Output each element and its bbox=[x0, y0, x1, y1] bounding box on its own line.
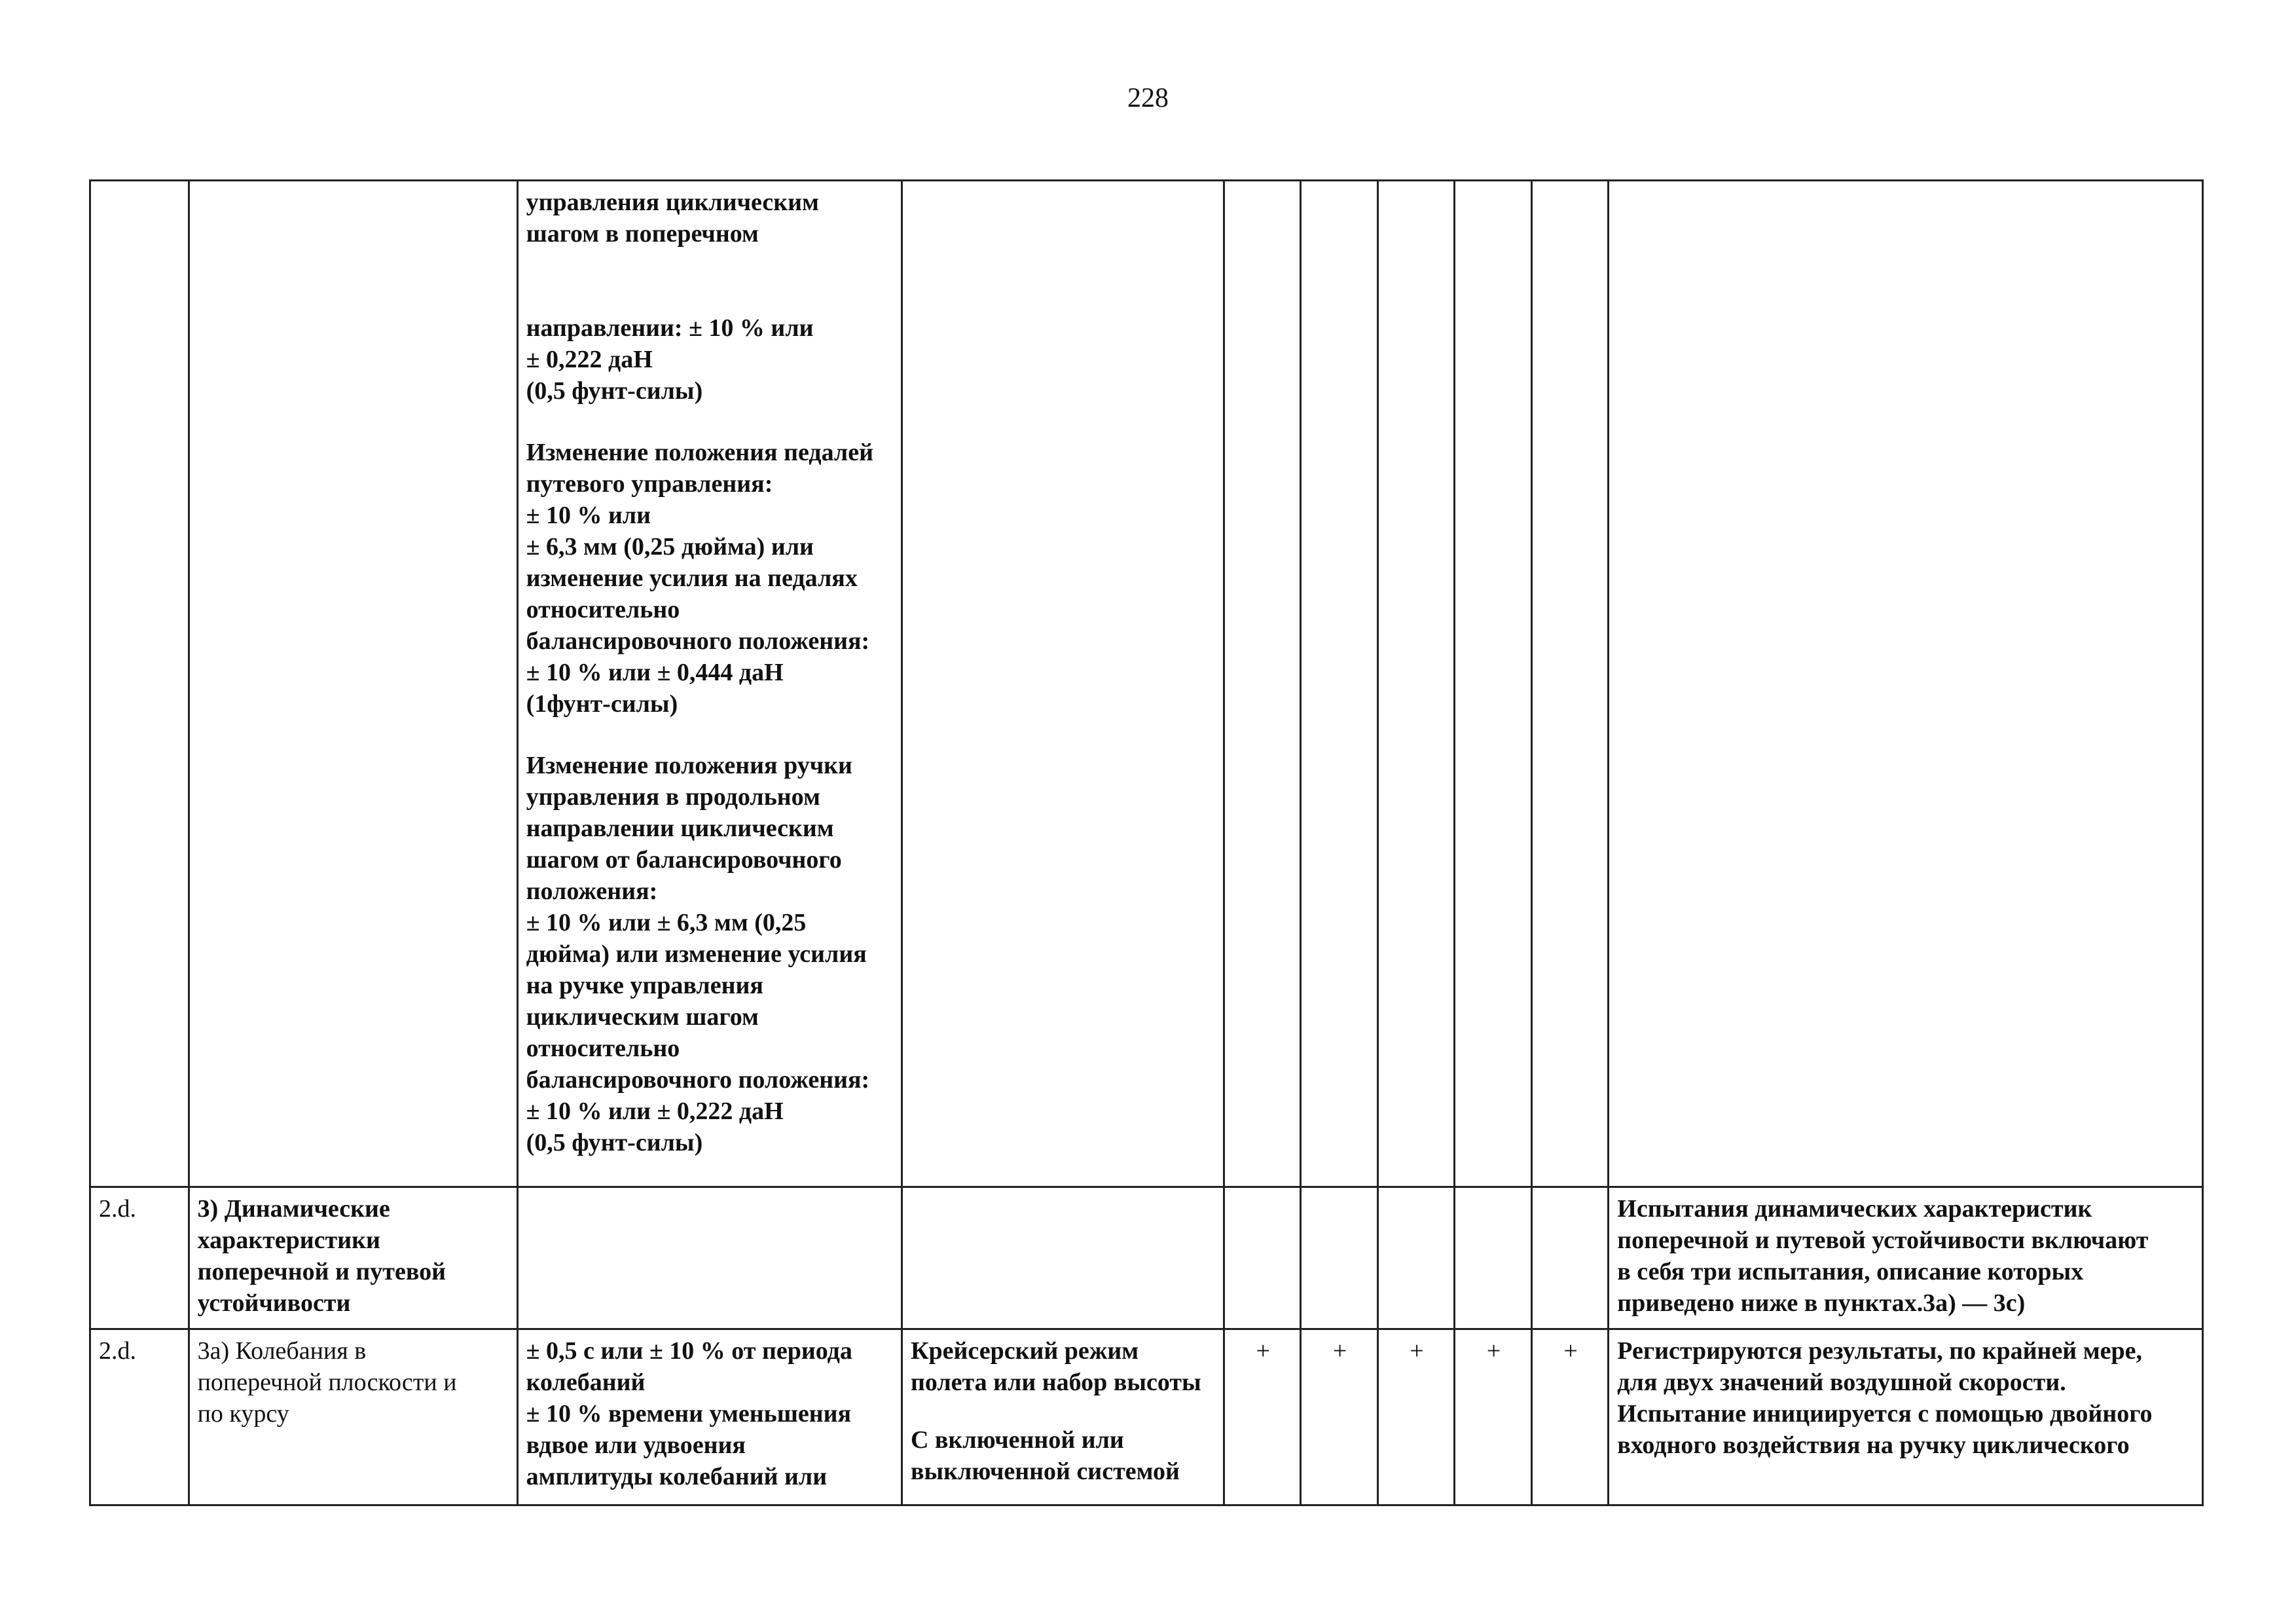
cell-level-mark bbox=[1301, 1329, 1377, 1505]
tolerance-paragraph: направлении: ± 10 % или ± 0,222 даН (0,5 фунт-силы) bbox=[526, 314, 814, 405]
table-row bbox=[90, 181, 2203, 1187]
cell-conditions bbox=[902, 1187, 1224, 1329]
cell-level-mark bbox=[1531, 181, 1608, 1187]
plus-mark: + bbox=[1256, 1337, 1270, 1365]
requirements-table bbox=[89, 179, 2204, 1506]
cell-notes: Испытания динамических характеристик поперечной и путевой устойчивости включают в себя три испытания, описание которых приведено ниже в пунктах.3а) — 3с) bbox=[1609, 1187, 2203, 1329]
table-row bbox=[90, 1329, 2203, 1505]
cell-level-mark bbox=[1224, 181, 1300, 1187]
table-row bbox=[90, 1187, 2203, 1329]
cell-level-mark bbox=[1377, 1187, 1454, 1329]
cell-notes bbox=[1609, 181, 2203, 1187]
tolerance-paragraph: Изменение положения ручки управления в продольном направлении циклическим шагом от балансировочного положения: ± 10 % или ± 6,3 мм (0,25 дюйма) или изменение усилия на ручке управления циклическим шагом относительно балансировочного положения: ± 10 % или ± 0,222 даН (0,5 фунт-силы) bbox=[526, 752, 870, 1156]
cell-conditions bbox=[902, 181, 1224, 1187]
cell-number: 2.d. bbox=[90, 1329, 189, 1505]
plus-mark: + bbox=[1332, 1337, 1347, 1365]
cell-number: 2.d. bbox=[90, 1187, 189, 1329]
cell-level-mark bbox=[1455, 1329, 1531, 1505]
tolerance-paragraph: Изменение положения педалей путевого управления: ± 10 % или ± 6,3 мм (0,25 дюйма) или изменение усилия на педалях относительно балансировочного положения: ± 10 % или ± 0,444 даН (1фунт-силы) bbox=[526, 439, 873, 718]
cell-level-mark bbox=[1377, 1329, 1454, 1505]
cell-level-mark bbox=[1301, 1187, 1377, 1329]
cell-tolerance bbox=[517, 1187, 902, 1329]
cell-level-mark bbox=[1377, 181, 1454, 1187]
cell-level-mark bbox=[1224, 1329, 1300, 1505]
cell-number bbox=[90, 181, 189, 1187]
cell-level-mark bbox=[1301, 181, 1377, 1187]
cell-test-name: 3) Динамические характеристики поперечной и путевой устойчивости bbox=[189, 1187, 517, 1329]
cell-level-mark bbox=[1531, 1187, 1608, 1329]
conditions-paragraph: С включенной или выключенной системой bbox=[910, 1426, 1180, 1485]
cell-level-mark bbox=[1531, 1329, 1608, 1505]
plus-mark: + bbox=[1486, 1337, 1501, 1365]
cell-tolerance bbox=[517, 181, 902, 1187]
cell-test-name: 3а) Колебания в поперечной плоскости и по курсу bbox=[189, 1329, 517, 1505]
tolerance-paragraph: управления циклическим шагом в поперечном bbox=[526, 189, 819, 248]
plus-mark: + bbox=[1563, 1337, 1578, 1365]
plus-mark: + bbox=[1410, 1337, 1424, 1365]
cell-tolerance: ± 0,5 с или ± 10 % от периода колебаний ± 10 % времени уменьшения вдвое или удвоения амплитуды колебаний или bbox=[517, 1329, 902, 1505]
cell-level-mark bbox=[1224, 1187, 1300, 1329]
page-number: 228 bbox=[1127, 83, 1169, 113]
cell-test-name bbox=[189, 181, 517, 1187]
cell-conditions bbox=[902, 1329, 1224, 1505]
cell-notes: Регистрируются результаты, по крайней мере, для двух значений воздушной скорости. Испытание инициируется с помощью двойного входного воздействия на ручку циклического bbox=[1609, 1329, 2203, 1505]
cell-level-mark bbox=[1455, 1187, 1531, 1329]
conditions-paragraph: Крейсерский режим полета или набор высоты bbox=[910, 1337, 1201, 1396]
cell-level-mark bbox=[1455, 181, 1531, 1187]
